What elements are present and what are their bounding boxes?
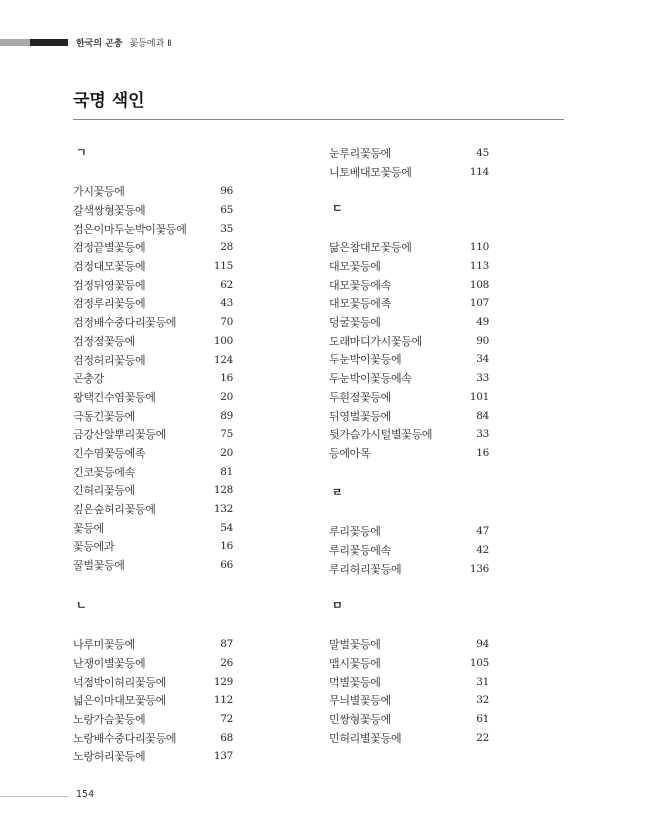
entry-page: 33 xyxy=(476,428,489,441)
header-bar-gray xyxy=(0,39,30,46)
entry-page: 94 xyxy=(476,638,489,651)
entry-name: 검정뒤영꽃등에 xyxy=(73,278,146,292)
index-entry xyxy=(73,219,233,238)
index-section-nieun-continued xyxy=(329,144,489,181)
entry-page: 34 xyxy=(476,353,489,366)
page-title: 국명 색인 xyxy=(73,91,145,111)
entry-name: 꽃등에과 xyxy=(73,540,115,554)
entry-page: 28 xyxy=(220,241,233,254)
entry-page: 110 xyxy=(469,241,489,254)
entry-name: 먹별꽃등에 xyxy=(329,675,381,689)
entry-name: 검정대모꽃등에 xyxy=(73,260,146,274)
index-entry xyxy=(73,406,233,425)
entry-name: 넓은이마대모꽃등에 xyxy=(73,694,166,708)
entry-page: 70 xyxy=(220,316,233,329)
entry-name: 니토베대모꽃등에 xyxy=(329,166,412,180)
index-entry xyxy=(73,201,233,220)
entry-name: 등에아목 xyxy=(329,446,371,460)
entry-page: 20 xyxy=(220,446,233,459)
index-entry xyxy=(73,672,233,691)
index-entry xyxy=(329,257,489,276)
index-entry xyxy=(73,313,233,332)
entry-page: 113 xyxy=(469,260,489,273)
entry-name: 무늬별꽃등에 xyxy=(329,694,391,708)
entry-name: 꿀벌꽃등에 xyxy=(73,559,125,573)
entry-page: 84 xyxy=(476,409,489,422)
entry-name: 덩굴꽃등에 xyxy=(329,316,381,330)
entry-page: 45 xyxy=(476,147,489,160)
entry-name: 곤충강 xyxy=(73,372,104,386)
entry-page: 65 xyxy=(220,204,233,217)
entry-page: 75 xyxy=(220,428,233,441)
section-letter: ㄴ xyxy=(76,599,87,612)
index-entry xyxy=(329,369,489,388)
entry-name: 루리꽃등에속 xyxy=(329,544,391,558)
entry-name: 노랑허리꽃등에 xyxy=(73,750,146,764)
entry-page: 43 xyxy=(220,297,233,310)
index-entry xyxy=(73,500,233,519)
index-entry xyxy=(329,710,489,729)
entry-page: 16 xyxy=(476,446,489,459)
index-entry xyxy=(73,691,233,710)
index-entry xyxy=(73,518,233,537)
footer-line xyxy=(0,796,68,797)
index-entry xyxy=(73,182,233,201)
index-entry xyxy=(329,163,489,182)
section-letter: ㄷ xyxy=(332,202,343,215)
index-entry xyxy=(329,635,489,654)
entry-page: 129 xyxy=(213,675,233,688)
entry-name: 민허리별꽃등에 xyxy=(329,731,402,745)
entry-name: 눈루리꽃등에 xyxy=(329,147,391,161)
index-entry xyxy=(329,425,489,444)
entry-name: 긴수염꽃등에족 xyxy=(73,446,146,460)
entry-name: 루리허리꽃등에 xyxy=(329,562,402,576)
running-head xyxy=(76,36,172,49)
index-entry xyxy=(73,747,233,766)
header-bar-black xyxy=(30,39,68,46)
index-entry xyxy=(73,350,233,369)
index-entry xyxy=(329,672,489,691)
index-entry xyxy=(329,313,489,332)
entry-name: 검정점꽃등에 xyxy=(73,334,135,348)
index-entry xyxy=(73,710,233,729)
entry-name: 노랑배수중다리꽃등에 xyxy=(73,731,177,745)
index-entry xyxy=(329,444,489,463)
entry-name: 민쌍형꽃등에 xyxy=(329,713,391,727)
index-entry xyxy=(73,294,233,313)
entry-name: 닮은참대모꽃등에 xyxy=(329,241,412,255)
entry-name: 두눈박이꽃등에 xyxy=(329,353,402,367)
index-entry xyxy=(73,238,233,257)
entry-page: 87 xyxy=(220,638,233,651)
entry-page: 22 xyxy=(476,731,489,744)
entry-page: 16 xyxy=(220,372,233,385)
index-entry xyxy=(329,541,489,560)
entry-page: 31 xyxy=(476,675,489,688)
index-entry xyxy=(73,369,233,388)
entry-page: 89 xyxy=(220,409,233,422)
entry-page: 66 xyxy=(220,559,233,572)
index-entry xyxy=(73,654,233,673)
section-letter: ㄱ xyxy=(76,146,87,159)
entry-name: 맵시꽃등에 xyxy=(329,657,381,671)
index-entry xyxy=(73,332,233,351)
entry-name: 깊은숲허리꽃등에 xyxy=(73,503,156,517)
index-entry xyxy=(329,406,489,425)
entry-name: 두흰점꽃등에 xyxy=(329,390,391,404)
index-entry xyxy=(73,444,233,463)
entry-page: 54 xyxy=(220,521,233,534)
entry-name: 루리꽃등에 xyxy=(329,525,381,539)
entry-name: 긴코꽃등에속 xyxy=(73,465,135,479)
index-section-rieul xyxy=(329,484,489,578)
index-entry xyxy=(329,144,489,163)
entry-page: 61 xyxy=(476,713,489,726)
entry-page: 96 xyxy=(220,185,233,198)
entry-name: 대모꽃등에족 xyxy=(329,297,391,311)
index-entry xyxy=(73,462,233,481)
entry-page: 114 xyxy=(469,166,489,179)
index-entry xyxy=(73,257,233,276)
index-entry xyxy=(73,388,233,407)
index-entry xyxy=(329,691,489,710)
index-entry xyxy=(73,635,233,654)
entry-page: 35 xyxy=(220,222,233,235)
index-entry xyxy=(73,425,233,444)
index-entry xyxy=(73,537,233,556)
entry-name: 검은이마두눈박이꽃등에 xyxy=(73,222,187,236)
index-entry xyxy=(329,294,489,313)
index-entry xyxy=(329,654,489,673)
index-entry xyxy=(329,275,489,294)
entry-name: 대모꽃등에속 xyxy=(329,278,391,292)
entry-page: 124 xyxy=(213,353,233,366)
entry-page: 33 xyxy=(476,372,489,385)
entry-name: 검정허리꽃등에 xyxy=(73,353,146,367)
entry-name: 검정루리꽃등에 xyxy=(73,297,146,311)
index-section-digeut xyxy=(329,200,489,462)
entry-page: 107 xyxy=(469,297,489,310)
entry-page: 136 xyxy=(469,562,489,575)
entry-page: 81 xyxy=(220,465,233,478)
index-entry xyxy=(329,238,489,257)
entry-name: 대모꽃등에 xyxy=(329,260,381,274)
entry-page: 62 xyxy=(220,278,233,291)
title-divider xyxy=(73,119,564,120)
entry-name: 넉점박이허리꽃등에 xyxy=(73,675,166,689)
entry-name: 뒷가슴가시털별꽃등에 xyxy=(329,428,433,442)
entry-page: 128 xyxy=(213,484,233,497)
index-entry xyxy=(329,331,489,350)
entry-name: 도래마디가시꽃등에 xyxy=(329,334,422,348)
entry-name: 노랑가슴꽃등에 xyxy=(73,713,146,727)
index-entry xyxy=(73,481,233,500)
index-section-mieum xyxy=(329,597,489,747)
entry-name: 검정배수중다리꽃등에 xyxy=(73,316,177,330)
entry-page: 132 xyxy=(213,503,233,516)
section-letter: ㅁ xyxy=(332,599,343,612)
entry-page: 26 xyxy=(220,657,233,670)
entry-name: 꽃등에 xyxy=(73,521,104,535)
entry-page: 90 xyxy=(476,334,489,347)
index-entry xyxy=(73,275,233,294)
entry-name: 난쟁이별꽃등에 xyxy=(73,657,146,671)
index-entry xyxy=(329,522,489,541)
entry-page: 115 xyxy=(213,260,233,273)
entry-page: 105 xyxy=(469,657,489,670)
page-number: 154 xyxy=(76,789,95,800)
entry-name: 갈색쌍형꽃등에 xyxy=(73,204,146,218)
entry-page: 32 xyxy=(476,694,489,707)
entry-name: 말벌꽃등에 xyxy=(329,638,381,652)
entry-page: 101 xyxy=(469,390,489,403)
entry-name: 극동긴꽃등에 xyxy=(73,409,135,423)
section-letter: ㄹ xyxy=(332,486,343,499)
entry-page: 137 xyxy=(213,750,233,763)
entry-name: 뒤영벌꽃등에 xyxy=(329,409,391,423)
entry-name: 가시꽃등에 xyxy=(73,185,125,199)
entry-page: 42 xyxy=(476,544,489,557)
entry-name: 광택긴수염꽃등에 xyxy=(73,390,156,404)
book-subtitle: 꽃등에과 Ⅱ xyxy=(129,39,172,49)
entry-page: 16 xyxy=(220,540,233,553)
entry-name: 검정끝별꽃등에 xyxy=(73,241,146,255)
entry-name: 나루미꽃등에 xyxy=(73,638,135,652)
entry-page: 68 xyxy=(220,731,233,744)
index-entry xyxy=(329,388,489,407)
index-entry xyxy=(73,556,233,575)
entry-page: 47 xyxy=(476,525,489,538)
entry-name: 긴허리꽃등에 xyxy=(73,484,135,498)
entry-name: 금강산알뿌리꽃등에 xyxy=(73,428,166,442)
entry-page: 20 xyxy=(220,390,233,403)
entry-page: 108 xyxy=(469,278,489,291)
index-entry xyxy=(329,559,489,578)
entry-page: 72 xyxy=(220,713,233,726)
index-entry xyxy=(329,728,489,747)
index-section-giyeok xyxy=(73,144,233,574)
index-section-nieun xyxy=(73,597,233,766)
index-entry xyxy=(73,728,233,747)
entry-page: 112 xyxy=(213,694,233,707)
entry-page: 49 xyxy=(476,316,489,329)
index-entry xyxy=(329,350,489,369)
entry-page: 100 xyxy=(213,334,233,347)
book-title: 한국의 곤충 xyxy=(76,39,123,49)
entry-name: 두눈박이꽃등에속 xyxy=(329,372,412,386)
